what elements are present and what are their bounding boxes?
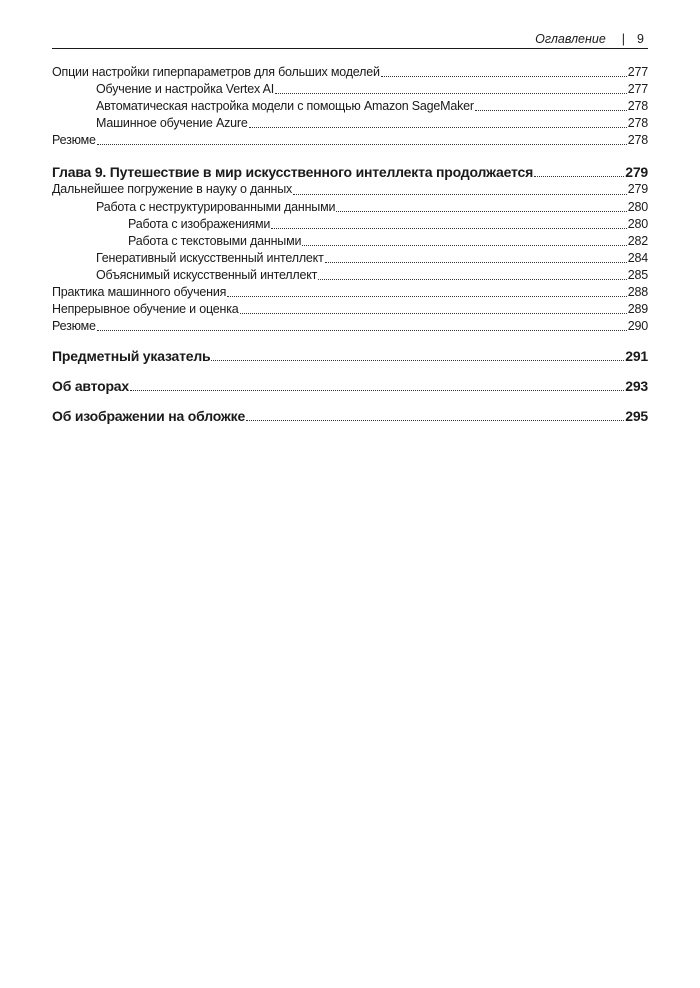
- leader-dots: [336, 211, 626, 212]
- leader-dots: [227, 296, 627, 297]
- toc-entry-label: Практика машинного обучения: [52, 285, 227, 300]
- toc-entry-page: 277: [627, 82, 648, 97]
- toc-entry-page: 285: [627, 267, 648, 282]
- leader-dots: [97, 330, 627, 331]
- toc-entry-page: 278: [627, 99, 648, 114]
- table-of-contents: [52, 64, 648, 425]
- back-matter-title: Предметный указатель: [52, 348, 211, 365]
- leader-dots: [325, 262, 627, 263]
- toc-cover-image[interactable]: [52, 407, 648, 425]
- toc-entry[interactable]: [52, 233, 648, 250]
- toc-entry-page: 288: [627, 285, 648, 300]
- header-page-number: 9: [637, 32, 644, 46]
- back-matter-page: 291: [625, 348, 648, 365]
- chapter-page: 279: [625, 164, 648, 181]
- toc-entry[interactable]: [52, 64, 648, 81]
- toc-entry[interactable]: [52, 199, 648, 216]
- leader-dots: [318, 279, 627, 280]
- leader-dots: [275, 93, 627, 94]
- header-title: Оглавление: [535, 32, 606, 46]
- toc-entry-label: Машинное обучение Azure: [96, 116, 248, 131]
- toc-entry-page: 278: [627, 116, 648, 131]
- toc-entry-page: 279: [627, 182, 648, 197]
- header-separator: |: [621, 32, 626, 46]
- toc-entry-page: 280: [627, 199, 648, 214]
- toc-entry[interactable]: [52, 115, 648, 132]
- back-matter-page: 293: [625, 378, 648, 395]
- leader-dots: [381, 76, 627, 77]
- toc-entry[interactable]: [52, 216, 648, 233]
- toc-entry[interactable]: [52, 301, 648, 318]
- toc-entry[interactable]: [52, 181, 648, 198]
- toc-entry-page: 282: [627, 233, 648, 248]
- leader-dots: [293, 194, 627, 195]
- leader-dots: [97, 144, 627, 145]
- toc-entry-label: Автоматическая настройка модели с помощью Amazon SageMaker: [96, 99, 474, 114]
- toc-entry-label: Работа с изображениями: [128, 216, 271, 231]
- toc-chapter-9[interactable]: [52, 163, 648, 181]
- toc-entry-page: 284: [627, 250, 648, 265]
- toc-entry-label: Работа с текстовыми данными: [128, 233, 302, 248]
- toc-authors[interactable]: [52, 377, 648, 395]
- toc-entry[interactable]: [52, 250, 648, 267]
- chapter-title: Глава 9. Путешествие в мир искусственного интеллекта продолжается: [52, 164, 534, 181]
- back-matter-title: Об изображении на обложке: [52, 408, 246, 425]
- leader-dots: [249, 127, 627, 128]
- toc-entry-label: Опции настройки гиперпараметров для больших моделей: [52, 65, 380, 79]
- toc-entry[interactable]: [52, 132, 648, 149]
- leader-dots: [240, 313, 627, 314]
- leader-dots: [211, 360, 624, 361]
- toc-entry-page: 277: [627, 65, 648, 79]
- leader-dots: [271, 228, 627, 229]
- toc-entry-label: Работа с неструктурированными данными: [96, 199, 336, 214]
- leader-dots: [130, 390, 624, 391]
- toc-entry[interactable]: [52, 81, 648, 98]
- leader-dots: [302, 245, 626, 246]
- toc-entry-page: 278: [627, 133, 648, 148]
- toc-entry-label: Обучение и настройка Vertex AI: [96, 82, 275, 97]
- toc-entry-label: Непрерывное обучение и оценка: [52, 302, 239, 317]
- back-matter-title: Об авторах: [52, 378, 129, 395]
- toc-entry[interactable]: [52, 318, 648, 335]
- toc-entry-label: Дальнейшее погружение в науку о данных: [52, 182, 293, 197]
- running-header: [52, 30, 648, 49]
- leader-dots: [475, 110, 627, 111]
- toc-entry-page: 280: [627, 216, 648, 231]
- toc-entry[interactable]: [52, 98, 648, 115]
- toc-entry[interactable]: [52, 284, 648, 301]
- toc-index[interactable]: [52, 347, 648, 365]
- back-matter-page: 295: [625, 408, 648, 425]
- toc-entry[interactable]: [52, 267, 648, 284]
- toc-entry-label: Генеративный искусственный интеллект: [96, 250, 324, 265]
- toc-entry-page: 289: [627, 302, 648, 317]
- leader-dots: [534, 176, 624, 177]
- toc-entry-label: Резюме: [52, 133, 96, 148]
- leader-dots: [246, 420, 624, 421]
- toc-entry-label: Объяснимый искусственный интеллект: [96, 267, 318, 282]
- toc-entry-page: 290: [627, 319, 648, 334]
- toc-entry-label: Резюме: [52, 319, 96, 334]
